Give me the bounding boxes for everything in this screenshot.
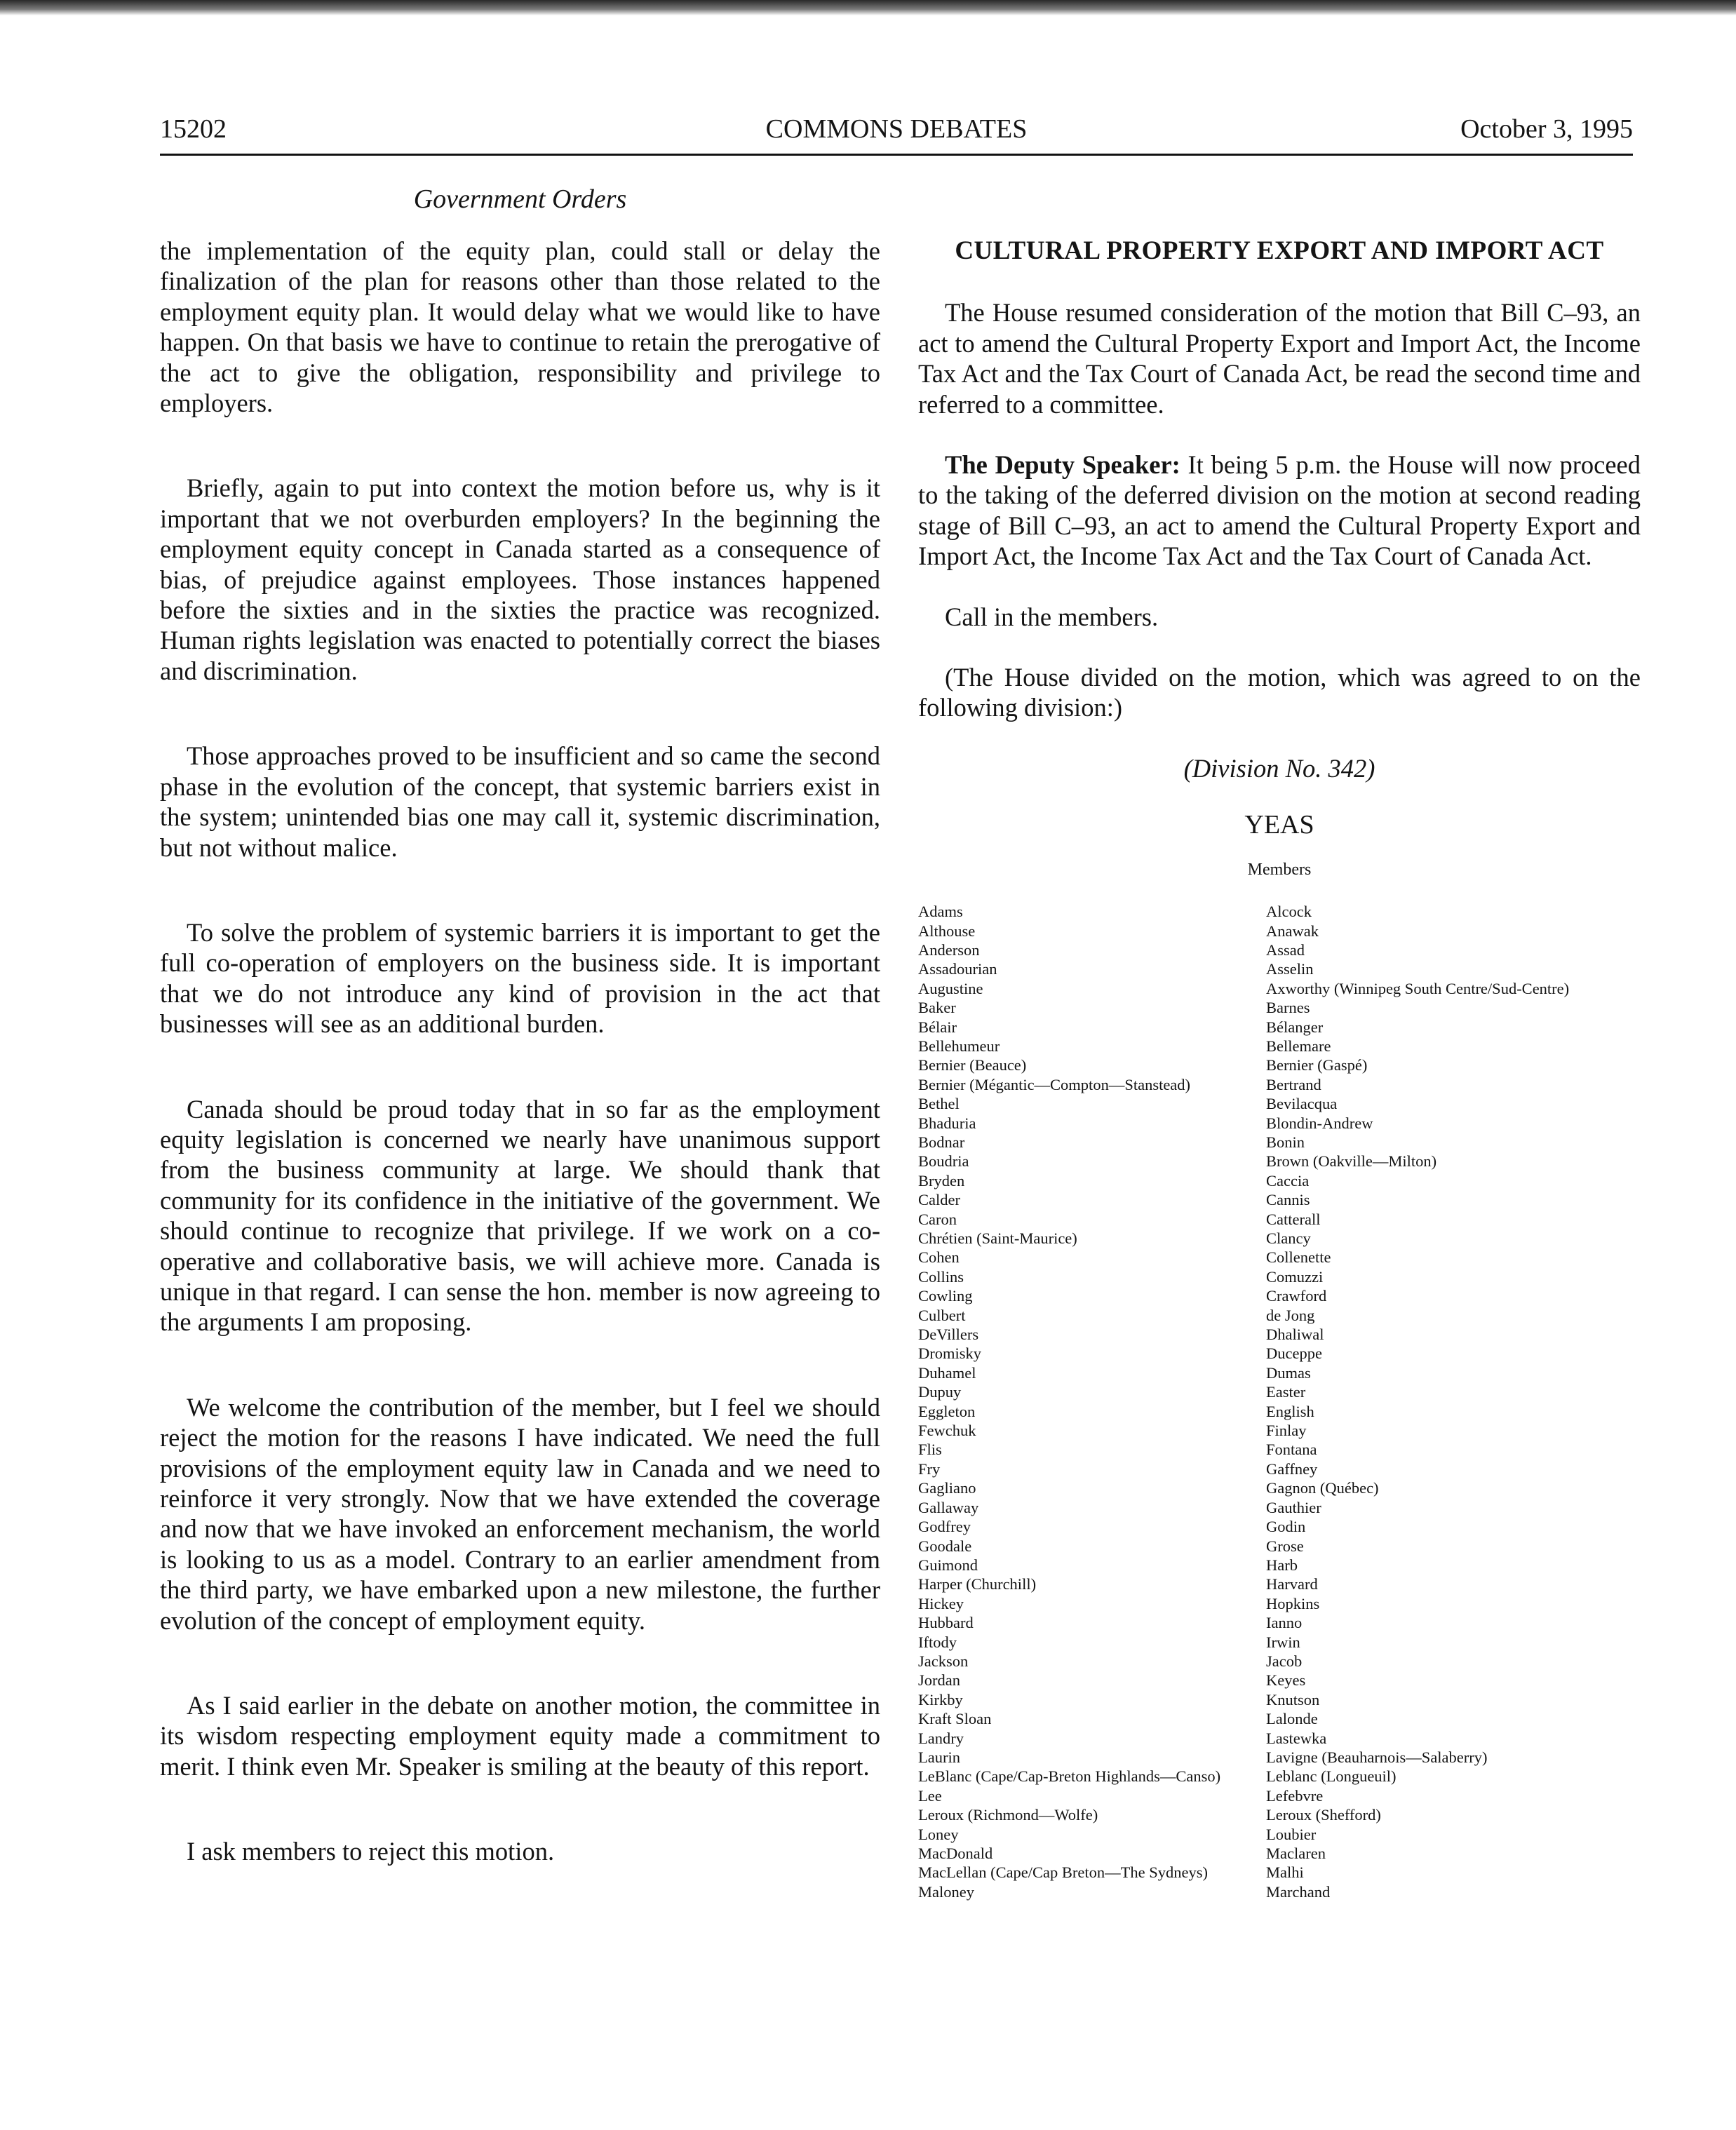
member-name: Alcock (1266, 903, 1312, 921)
member-name: Guimond (918, 1556, 978, 1574)
member-name: Dumas (1266, 1363, 1311, 1382)
member-name: Clancy (1266, 1229, 1311, 1247)
member-name: Harb (1266, 1556, 1298, 1574)
member-name: DeVillers (918, 1326, 979, 1344)
member-name: Cowling (918, 1287, 973, 1305)
member-name: Eggleton (918, 1402, 976, 1420)
member-name: Jordan (918, 1671, 960, 1690)
member-name: Ianno (1266, 1614, 1303, 1632)
member-name: Lalonde (1266, 1710, 1318, 1728)
page-header (160, 114, 1633, 150)
member-name: Anderson (918, 941, 980, 959)
member-name: Assad (1266, 941, 1305, 959)
member-name: Bhaduria (918, 1114, 976, 1132)
member-name: Maclaren (1266, 1845, 1326, 1862)
member-name: Bodnar (918, 1133, 965, 1151)
member-name: Leroux (Richmond—Wolfe) (918, 1806, 1098, 1824)
member-name: Chrétien (Saint-Maurice) (918, 1229, 1077, 1247)
member-name: Loney (918, 1825, 959, 1843)
member-name: Cannis (1266, 1191, 1310, 1209)
member-name: Lee (918, 1786, 942, 1805)
member-name: Bethel (918, 1095, 960, 1113)
member-name: Anawak (1266, 922, 1319, 940)
member-name: Kirkby (918, 1690, 963, 1708)
member-name: Catterall (1266, 1210, 1321, 1228)
member-name: Malhi (1266, 1863, 1304, 1882)
member-name: Boudria (918, 1152, 969, 1171)
member-name: Axworthy (Winnipeg South Centre/Sud-Centre) (1266, 979, 1570, 997)
member-name: Fry (918, 1460, 941, 1478)
member-name: Maloney (918, 1882, 974, 1901)
member-name: Lastewka (1266, 1729, 1327, 1747)
member-name: Augustine (918, 979, 983, 997)
member-name: Calder (918, 1191, 960, 1209)
member-name: Althouse (918, 922, 976, 940)
paragraph: the implementation of the equity plan, could stall or delay the finalization of the plan for reasons other than those related to the employment equity plan. It would delay what we would like to have happen. On that basis we have to continue to retain the prerogative of the act to give the obligation, responsibility and privilege to employers. (160, 236, 880, 418)
members-list (918, 902, 1641, 1901)
paragraph-call-in: Call in the members. (945, 602, 1159, 631)
member-name: Collenette (1266, 1248, 1331, 1267)
member-name: Bertrand (1266, 1075, 1321, 1093)
paragraph-deputy-speaker (918, 450, 1641, 572)
member-name: Collins (918, 1267, 964, 1286)
member-name: Bonin (1266, 1133, 1305, 1151)
member-name: Caron (918, 1210, 957, 1228)
member-name: Easter (1266, 1383, 1306, 1401)
paragraph-divided: (The House divided on the motion, which was agreed to on the following division:) (918, 663, 1641, 722)
member-name: Lavigne (Beauharnois—Salaberry) (1266, 1748, 1488, 1766)
header-rule (160, 154, 1633, 156)
member-name: MacLellan (Cape/Cap Breton—The Sydneys) (918, 1863, 1209, 1882)
member-name: Baker (918, 999, 956, 1017)
members-list-right (1266, 902, 1617, 1901)
paragraph: I ask members to reject this motion. (187, 1837, 555, 1866)
member-name: Barnes (1266, 999, 1310, 1017)
member-name: Kraft Sloan (918, 1710, 992, 1728)
paragraph: We welcome the contribution of the member, but I feel we should reject the motion for the reasons I have indicated. We need the full provisions of the employment equity law in Canada and we need to reinforce it very strongly. Now that we have extended the coverage and now that we have invoked an enforcement mechanism, the world is looking to us as a model. Contrary to an earlier amendment from the third party, we have embarked upon a new milestone, the further evolution of the concept of employment equity. (160, 1392, 880, 1635)
member-name: Hubbard (918, 1614, 974, 1632)
paragraph: Those approaches proved to be insufficient and so came the second phase in the evolution of the concept, that systemic barriers exist in the system; unintended bias one may call it, systemic discrimination, but not without malice. (160, 741, 880, 862)
member-name: Assadourian (918, 960, 997, 978)
member-name: Dromisky (918, 1344, 981, 1363)
publication-title: COMMONS DEBATES (765, 114, 1028, 144)
member-name: Lefebvre (1266, 1786, 1324, 1805)
member-name: Asselin (1266, 960, 1314, 978)
member-name: Bernier (Beauce) (918, 1056, 1027, 1074)
member-name: Harvard (1266, 1575, 1318, 1593)
debate-date: October 3, 1995 (1460, 114, 1633, 144)
speaker-name: The Deputy Speaker: (945, 450, 1180, 480)
member-name: Fewchuk (918, 1422, 976, 1440)
member-name: Leblanc (Longueuil) (1266, 1767, 1397, 1786)
member-name: Finlay (1266, 1422, 1307, 1440)
left-column (160, 236, 880, 1922)
member-name: Godfrey (918, 1518, 971, 1536)
member-name: Harper (Churchill) (918, 1575, 1037, 1593)
speaker-text: It being 5 p.m. the House will now proceed to the taking of the deferred division on the motion at second reading stage of Bill C–93, an act to amend the Cultural Property Export and Import Act, the Income Tax Act and the Tax Court of Canada Act. (918, 450, 1641, 571)
member-name: Bellehumeur (918, 1037, 1000, 1055)
member-name: Jacob (1266, 1652, 1303, 1670)
member-name: Knutson (1266, 1690, 1320, 1708)
member-name: Caccia (1266, 1171, 1310, 1189)
member-name: LeBlanc (Cape/Cap-Breton Highlands—Canso) (918, 1767, 1221, 1786)
member-name: Hickey (918, 1594, 964, 1612)
member-name: Goodale (918, 1537, 972, 1555)
member-name: Gagnon (Québec) (1266, 1479, 1379, 1497)
member-name: Bryden (918, 1171, 965, 1189)
member-name: English (1266, 1402, 1314, 1420)
member-name: Brown (Oakville—Milton) (1266, 1152, 1437, 1171)
paragraph: Briefly, again to put into context the motion before us, why is it important that we not overburden employers? In the beginning the employment equity concept in Canada started as a consequence of bias, of prejudice against employees. Those instances happened before the sixties and in the sixties the practice was recognized. Human rights legislation was enacted to potentially correct the biases and discrimination. (160, 473, 880, 685)
division-number: (Division No. 342) (1183, 753, 1375, 783)
member-name: Bevilacqua (1266, 1095, 1338, 1113)
scan-top-edge (0, 0, 1736, 15)
member-name: Bellemare (1266, 1037, 1331, 1055)
member-name: Bernier (Gaspé) (1266, 1056, 1368, 1074)
section-label: Government Orders (413, 184, 627, 214)
member-name: de Jong (1266, 1306, 1315, 1324)
member-name: Flis (918, 1441, 942, 1459)
paragraph: As I said earlier in the debate on another motion, the committee in its wisdom respecting employment equity made a commitment to merit. I think even Mr. Speaker is smiling at the beauty of this report. (160, 1691, 880, 1781)
member-name: Irwin (1266, 1633, 1300, 1651)
member-name: Bélanger (1266, 1018, 1324, 1036)
member-name: Jackson (918, 1652, 969, 1670)
paragraph-resumed: The House resumed consideration of the motion that Bill C–93, an act to amend the Cultural Property Export and Import Act, the Income Tax Act and the Tax Court of Canada Act, be read the second time and referred to a committee. (918, 298, 1641, 419)
member-name: Culbert (918, 1306, 966, 1324)
member-name: Dupuy (918, 1383, 962, 1401)
yeas-heading: YEAS (1244, 810, 1314, 840)
member-name: Cohen (918, 1248, 960, 1267)
member-name: Duceppe (1266, 1344, 1322, 1363)
member-name: Godin (1266, 1518, 1306, 1536)
member-name: Landry (918, 1729, 964, 1747)
member-name: Laurin (918, 1748, 960, 1766)
member-name: MacDonald (918, 1845, 993, 1862)
member-name: Duhamel (918, 1363, 976, 1382)
member-name: Bélair (918, 1018, 957, 1036)
member-name: Hopkins (1266, 1594, 1320, 1612)
member-name: Crawford (1266, 1287, 1327, 1305)
member-name: Dhaliwal (1266, 1326, 1324, 1344)
member-name: Blondin-Andrew (1266, 1114, 1373, 1132)
members-list-left (918, 902, 1266, 1901)
member-name: Loubier (1266, 1825, 1317, 1843)
member-name: Iftody (918, 1633, 957, 1651)
member-name: Marchand (1266, 1882, 1331, 1901)
right-column (918, 236, 1641, 1901)
member-name: Grose (1266, 1537, 1304, 1555)
member-name: Comuzzi (1266, 1267, 1324, 1286)
page-number: 15202 (160, 114, 227, 144)
bill-heading: CULTURAL PROPERTY EXPORT AND IMPORT ACT (955, 236, 1604, 265)
paragraph: Canada should be proud today that in so far as the employment equity legislation is concerned we nearly have unanimous support from the business community at large. We should thank that community for its confidence in the initiative of the government. We should continue to recognize that privilege. If we work on a co-operative and collaborative basis, we will achieve more. Canada is unique in that regard. I can sense the hon. member is now agreeing to the arguments I am proposing. (160, 1094, 880, 1337)
member-name: Adams (918, 903, 963, 921)
member-name: Keyes (1266, 1671, 1306, 1690)
member-name: Leroux (Shefford) (1266, 1806, 1381, 1824)
members-label: Members (1247, 860, 1312, 879)
paragraph: To solve the problem of systemic barriers it is important to get the full co-operation of employers on the business side. It is important that we do not introduce any kind of provision in the act that businesses will see as an additional burden. (160, 917, 880, 1039)
member-name: Gagliano (918, 1479, 976, 1497)
member-name: Bernier (Mégantic—Compton—Stanstead) (918, 1075, 1191, 1093)
member-name: Gallaway (918, 1498, 979, 1516)
member-name: Gaffney (1266, 1460, 1318, 1478)
member-name: Gauthier (1266, 1498, 1321, 1516)
member-name: Fontana (1266, 1441, 1317, 1459)
